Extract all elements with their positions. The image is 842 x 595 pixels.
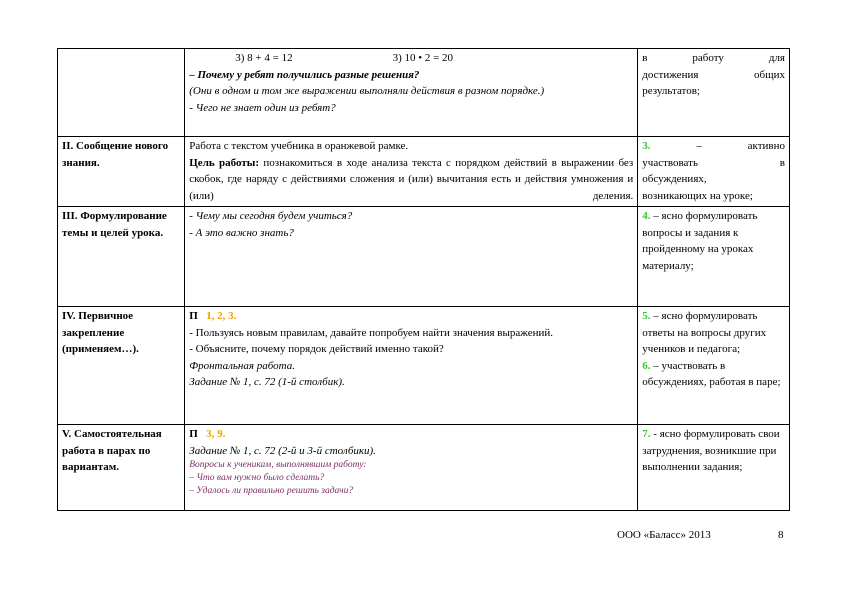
table-row <box>58 207 790 307</box>
activity-cell <box>185 49 638 137</box>
result-number: 3. <box>642 140 651 152</box>
activity-text: - Объясните, почему порядок действий именно такой? <box>189 343 444 355</box>
result-cell <box>638 425 790 511</box>
activity-cell <box>185 207 638 307</box>
table-row <box>58 307 790 425</box>
table-row <box>58 425 790 511</box>
result-text: – ясно формулировать ответы на вопросы других учеников и педагога; <box>642 310 767 355</box>
result-number: 4. <box>642 210 651 222</box>
stage-cell: II. Сообщение нового знания. <box>58 137 185 207</box>
activity-text: Работа с текстом учебника в оранжевой рамке. <box>189 140 409 152</box>
teacher-note: – Удалось ли правильно решить задачи? <box>189 486 354 496</box>
result-line: результатов; <box>642 85 700 97</box>
teacher-note: Вопросы к ученикам, выполнявшим работу: <box>189 460 367 470</box>
result-cell <box>638 307 790 425</box>
question-text: – Почему у ребят получились разные решения? <box>189 68 420 81</box>
page-number: 8 <box>778 529 784 541</box>
teacher-note: – Что вам нужно было сделать? <box>189 473 325 483</box>
equation-b: 3) 10 • 2 = 20 <box>392 52 454 64</box>
result-text: возникающих на уроке; <box>642 189 753 202</box>
p-label: П <box>189 310 198 322</box>
result-text: – ясно формулировать вопросы и задания к пройденному на уроках материалу; <box>642 210 758 272</box>
activity-cell <box>185 137 638 207</box>
result-text: обсуждениях, <box>642 173 707 185</box>
p-label: П <box>189 428 198 440</box>
table-row <box>58 137 790 207</box>
table-row <box>58 49 790 137</box>
activity-text: Фронтальная работа. <box>189 359 295 372</box>
result-line: достижения общих <box>642 68 785 81</box>
stage-cell: IV. Первичное закрепление (применяем…). <box>58 307 185 425</box>
footer-publisher: ООО «Баласс» 2013 <box>617 529 711 541</box>
answer-text: (Они в одном и том же выражении выполняли действия в разном порядке.) <box>189 85 545 97</box>
result-cell <box>638 207 790 307</box>
activity-text: Задание № 1, с. 72 (2-й и 3-й столбики). <box>189 444 376 457</box>
goal-text: познакомиться в ходе анализа текста с порядком действий в выражении без скобок, где наряду с действиями сложения и (или) вычитания есть и действия умножения и (или) деления. <box>189 156 634 202</box>
result-cell <box>638 49 790 137</box>
result-cell <box>638 137 790 207</box>
task-numbers: 1, 2, 3. <box>206 310 237 322</box>
goal-label: Цель работы: <box>189 156 260 169</box>
question-text: - Чего не знает один из ребят? <box>189 101 336 114</box>
question-text: - А это важно знать? <box>189 226 294 239</box>
result-text: – активно <box>696 140 786 152</box>
question-text: - Чему мы сегодня будем учиться? <box>189 210 353 222</box>
result-text: – участвовать в обсуждениях, работая в паре; <box>642 359 781 388</box>
activity-text: - Пользуясь новым правилам, давайте попробуем найти значения выражений. <box>189 326 554 339</box>
task-numbers: 3, 9. <box>206 428 226 440</box>
result-number: 7. <box>642 428 651 440</box>
result-text: - ясно формулировать свои затруднения, возникшие при выполнении задания; <box>642 428 780 473</box>
stage-cell <box>58 49 185 137</box>
lesson-table <box>57 48 790 511</box>
activity-text: Задание № 1, с. 72 (1-й столбик). <box>189 376 345 388</box>
result-number: 5. <box>642 310 651 322</box>
stage-cell: III. Формулирование темы и целей урока. <box>58 207 185 307</box>
result-line: в работу для <box>642 52 785 64</box>
equation-a: 3) 8 + 4 = 12 <box>235 52 293 64</box>
stage-cell: V. Самостоятельная работа в парах по вариантам. <box>58 425 185 511</box>
activity-cell <box>185 425 638 511</box>
result-text: участвовать в <box>642 156 785 169</box>
activity-cell <box>185 307 638 425</box>
result-number: 6. <box>642 359 651 372</box>
